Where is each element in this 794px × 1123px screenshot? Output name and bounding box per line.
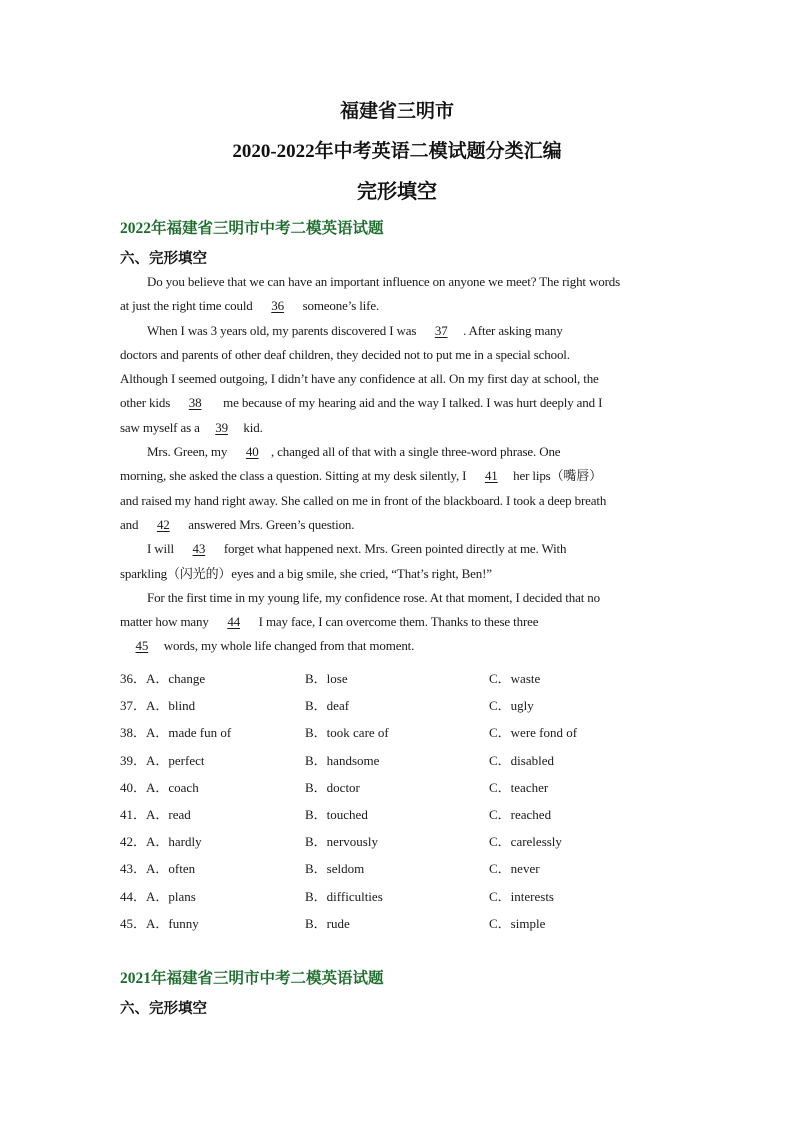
option-row-44 [120, 886, 680, 913]
option-c: C．teacher [489, 779, 549, 795]
blank-41: 41 [484, 468, 498, 484]
option-b: B．touched [305, 806, 368, 822]
option-c: C．were fond of [489, 725, 578, 741]
option-c: C．interests [489, 888, 554, 904]
section-heading-2022: 2022年福建省三明市中考二模英语试题 [120, 220, 384, 237]
option-a: 39．A．perfect [120, 752, 205, 768]
passage-line: morning, she asked the class a question. Sitting at my desk silently, I 41 her lips（嘴唇） [120, 464, 676, 488]
option-row-39 [120, 750, 680, 777]
option-a: 42．A．hardly [120, 834, 202, 850]
passage-line: sparkling（闪光的）eyes and a big smile, she cried, “That’s right, Ben!” [120, 565, 492, 581]
blank-40: 40 [245, 444, 259, 460]
blank-43: 43 [192, 541, 206, 557]
passage-line: and raised my hand right away. She called on me in front of the blackboard. I took a deep breath [120, 492, 607, 508]
option-b: B．difficulties [305, 888, 383, 904]
option-row-43 [120, 858, 680, 885]
option-b: B．lose [305, 671, 348, 686]
passage-line: matter how many 44 I may face, I can overcome them. Thanks to these three [120, 610, 676, 634]
section-subheading-cloze: 六、完形填空 [120, 251, 207, 267]
passage-line: 45 words, my whole life changed from that moment. [120, 634, 676, 658]
option-c: C．disabled [489, 752, 554, 768]
blank-42: 42 [156, 516, 170, 532]
option-b: B．deaf [305, 698, 350, 714]
option-c: C．simple [489, 915, 546, 931]
passage-line: and 42 answered Mrs. Green’s question. [120, 513, 676, 537]
option-c: C．carelessly [489, 834, 562, 850]
passage-line: other kids 38 me because of my hearing aid and the way I talked. I was hurt deeply and I [120, 391, 676, 415]
passage-line: For the first time in my young life, my confidence rose. At that moment, I decided that no [147, 589, 600, 605]
option-row-45 [120, 913, 680, 940]
passage-line: at just the right time could 36 someone’s life. [120, 294, 676, 318]
option-a: 36．A．change [120, 671, 206, 686]
section-subheading-cloze-2021: 六、完形填空 [120, 1001, 207, 1017]
option-c: C．reached [489, 806, 552, 822]
option-a: 45．A．funny [120, 915, 199, 931]
passage-line: When I was 3 years old, my parents discovered I was 37 . After asking many [120, 319, 676, 343]
blank-44: 44 [227, 614, 241, 630]
option-c: C．ugly [489, 698, 534, 714]
option-row-42 [120, 831, 680, 858]
option-row-40 [120, 777, 680, 804]
blank-39: 39 [215, 419, 228, 435]
passage-line: Mrs. Green, my 40 , changed all of that with a single three-word phrase. One [120, 440, 676, 464]
passage-line: Do you believe that we can have an important influence on anyone we meet? The right words [147, 274, 621, 289]
option-a: 44．A．plans [120, 888, 196, 904]
options-list [120, 668, 680, 940]
blank-36: 36 [271, 298, 284, 314]
option-a: 41．A．read [120, 806, 191, 822]
doc-title-topic: 完形填空 [357, 181, 437, 203]
option-b: B．doctor [305, 779, 360, 795]
option-row-37 [120, 695, 680, 722]
passage-line: Although I seemed outgoing, I didn’t have any confidence at all. On my first day at school, the [120, 371, 599, 387]
passage-line: doctors and parents of other deaf children, they decided not to put me in a special school. [120, 346, 570, 362]
passage-line: saw myself as a 39 kid. [120, 416, 676, 440]
option-b: B．took care of [305, 725, 389, 741]
section-heading-2021: 2021年福建省三明市中考二模英语试题 [120, 970, 384, 987]
option-c: C．waste [489, 671, 541, 686]
passage-line: I will 43 forget what happened next. Mrs. Green pointed directly at me. With [120, 537, 676, 561]
option-b: B．rude [305, 915, 350, 931]
passage [120, 270, 676, 659]
option-b: B．nervously [305, 834, 378, 850]
option-b: B．handsome [305, 752, 380, 768]
option-a: 37．A．blind [120, 698, 196, 714]
option-row-38 [120, 722, 680, 749]
blank-37: 37 [434, 322, 448, 338]
option-row-36 [120, 668, 680, 695]
option-c: C．never [489, 861, 540, 877]
blank-38: 38 [188, 395, 202, 411]
doc-title-main: 2020-2022年中考英语二模试题分类汇编 [232, 141, 562, 162]
option-a: 38．A．made fun of [120, 725, 232, 741]
blank-45: 45 [135, 638, 149, 654]
doc-title-region: 福建省三明市 [339, 101, 454, 122]
option-a: 40．A．coach [120, 779, 199, 795]
option-a: 43．A．often [120, 861, 196, 877]
option-b: B．seldom [305, 861, 365, 877]
option-row-41 [120, 804, 680, 831]
